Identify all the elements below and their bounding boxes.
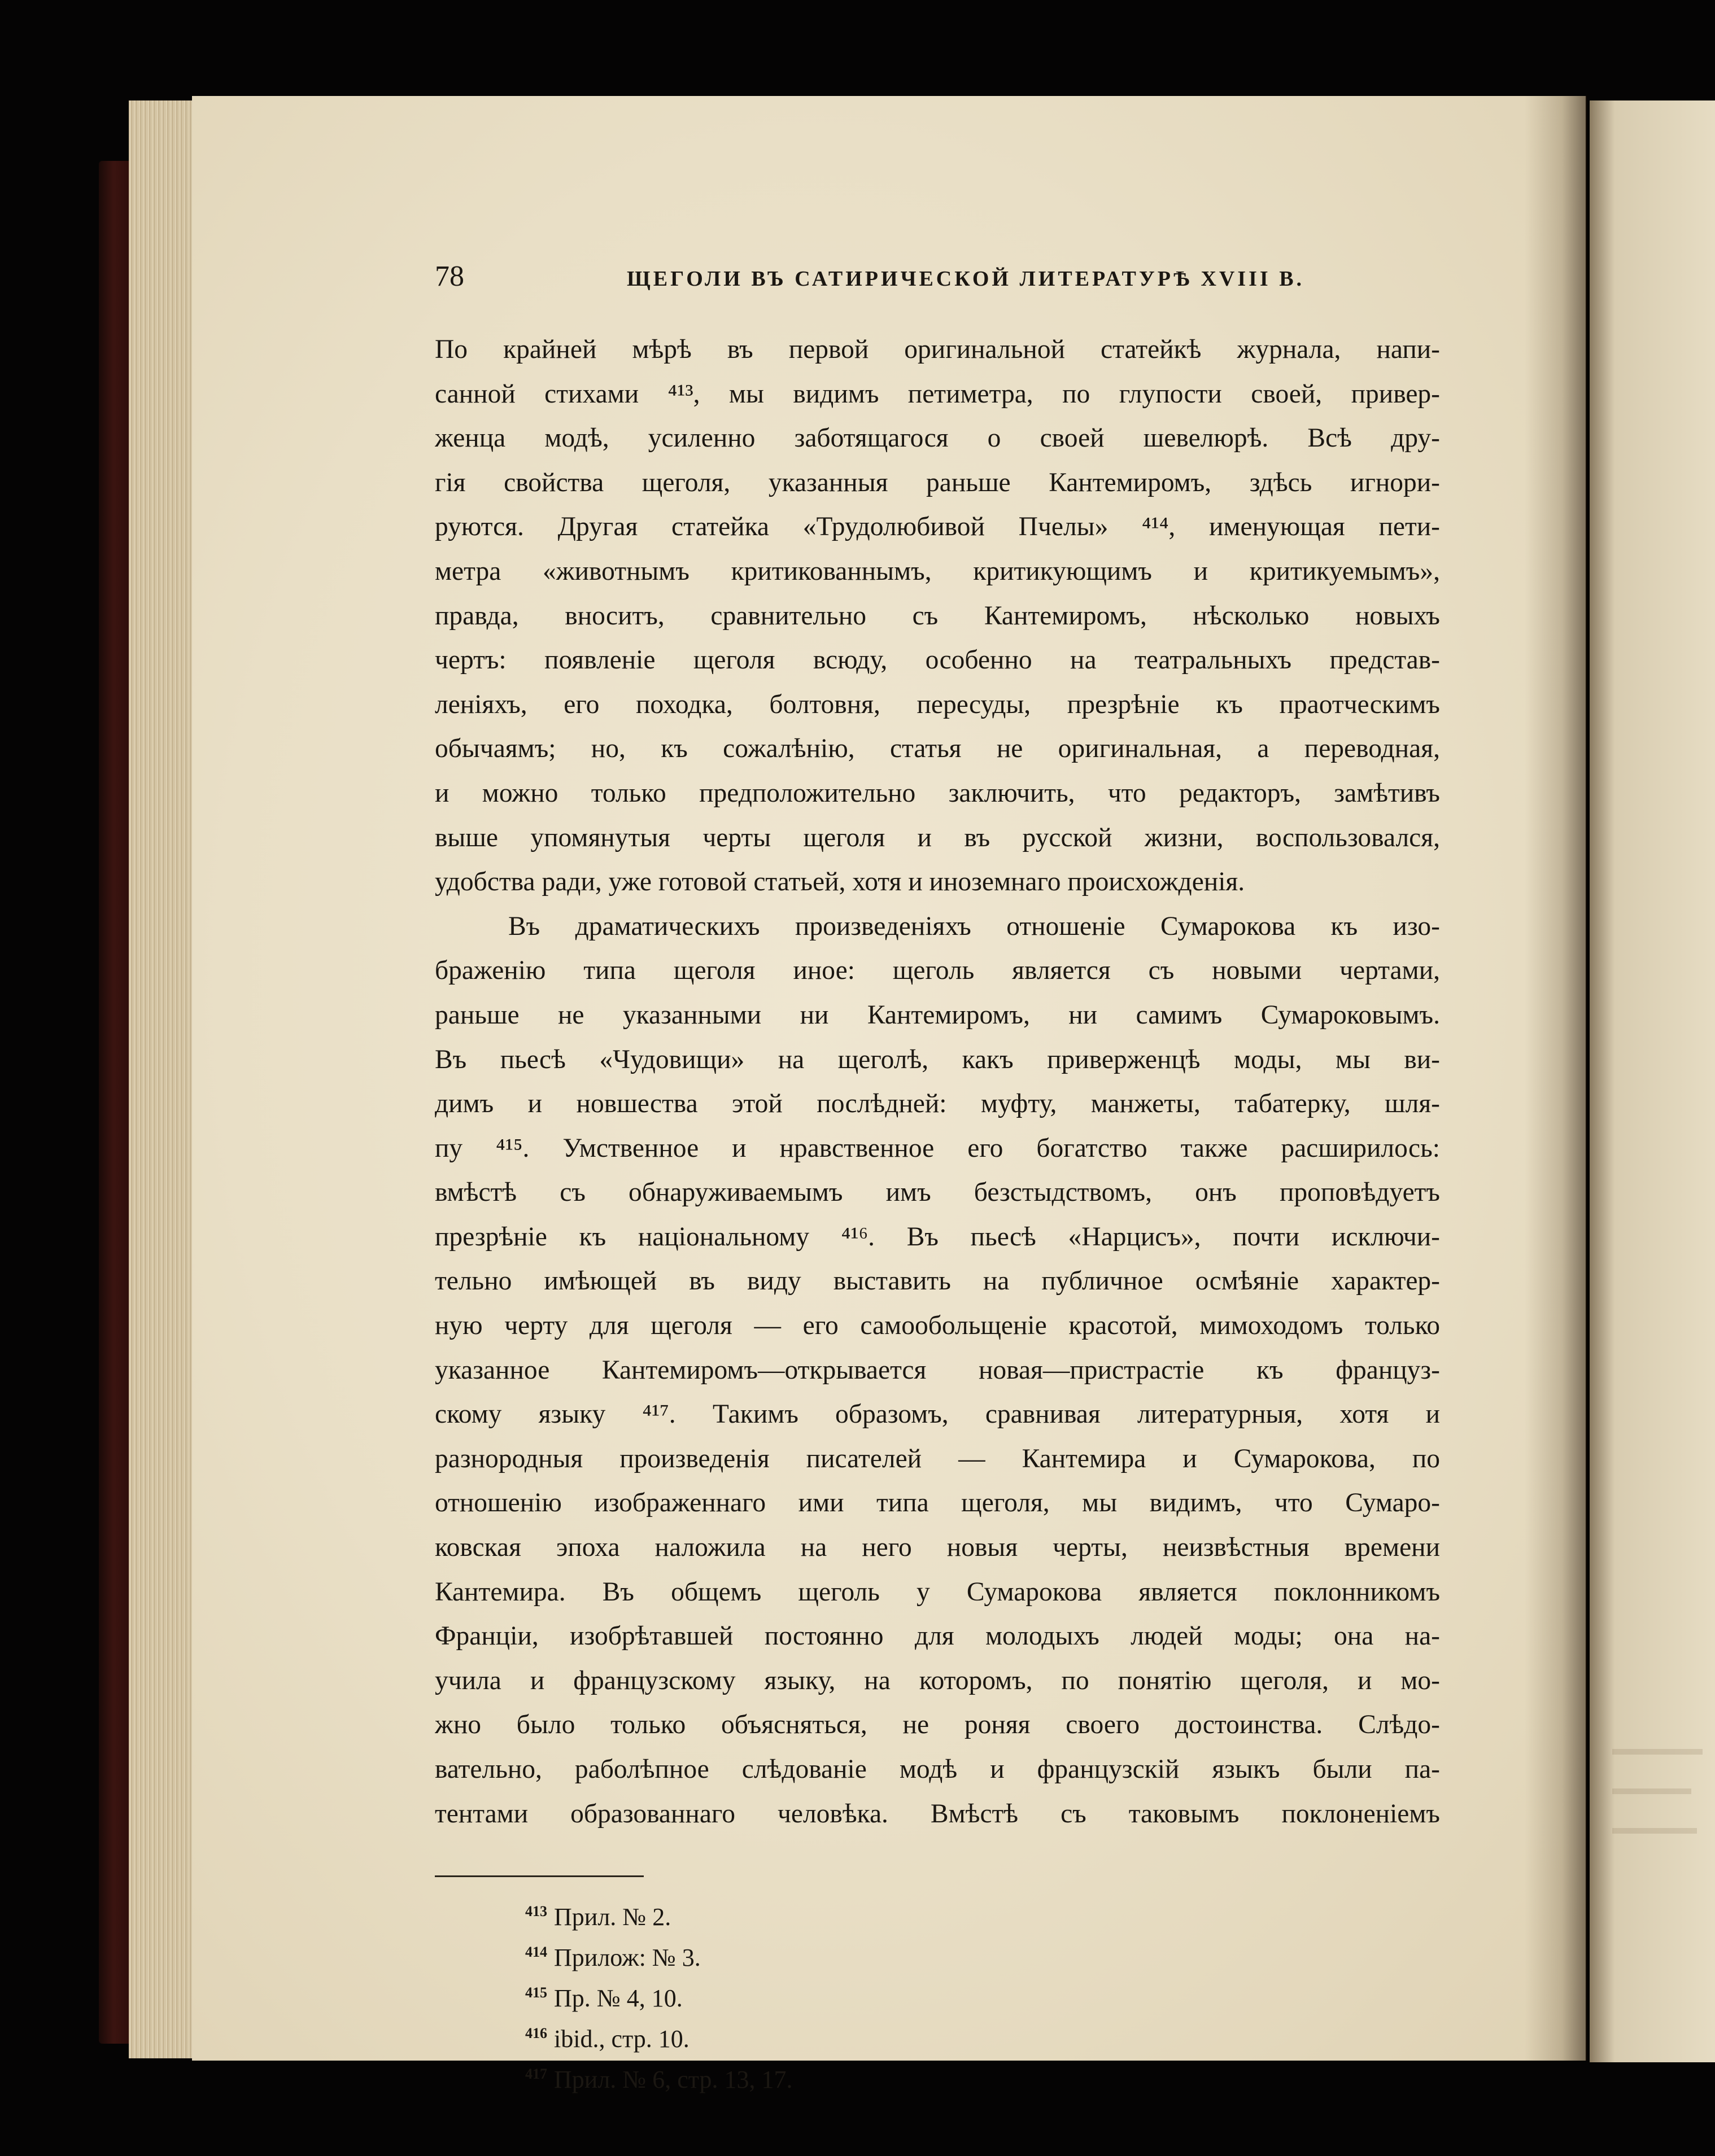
paragraph: [435, 904, 1440, 1836]
text-line: гія свойства щеголя, указанныя раньше Кантемиромъ, здѣсь игнори-: [435, 467, 1440, 497]
page-content: [435, 260, 1440, 2097]
text-line: Франціи, изобрѣтавшей постоянно для молодыхъ людей моды; она на-: [435, 1621, 1440, 1651]
text-line: ковская эпоха наложила на него новыя черты, неизвѣстныя времени: [435, 1533, 1440, 1563]
text-line: указанное Кантемиромъ—открывается новая—пристрастіе къ француз-: [435, 1355, 1440, 1385]
footnote: [525, 1935, 1440, 1975]
footnote-number: 413: [525, 1903, 547, 1920]
footnote-text: Прил. № 2.: [554, 1903, 671, 1931]
body-text: [435, 327, 1440, 1836]
paragraph: [435, 327, 1440, 904]
running-head: [435, 260, 1440, 299]
text-line: Въ драматическихъ произведеніяхъ отношеніе Сумарокова къ изо-: [508, 911, 1440, 941]
text-line: правда, вноситъ, сравнительно съ Кантемиромъ, нѣсколько новыхъ: [435, 601, 1440, 631]
page-edges: [129, 100, 197, 2058]
bleed-through-line: [1612, 1788, 1691, 1794]
footnote-number: 417: [525, 2066, 547, 2083]
text-line: ную черту для щеголя — его самообольщеніе красотой, мимоходомъ только: [435, 1311, 1440, 1341]
footnote-number: 416: [525, 2025, 547, 2042]
footnote-text: Прилож: № 3.: [554, 1944, 701, 1972]
footnote-number: 415: [525, 1984, 547, 2001]
running-title: ЩЕГОЛИ ВЪ САТИРИЧЕСКОЙ ЛИТЕРАТУРѢ XVIII В.: [627, 267, 1305, 291]
text-line: руются. Другая статейка «Трудолюбивой Пчелы» ⁴¹⁴, именующая пети-: [435, 512, 1440, 542]
text-line: учила и французскому языку, на которомъ, по понятію щеголя, и мо-: [435, 1665, 1440, 1695]
text-line: Кантемира. Въ общемъ щеголь у Сумарокова является поклонникомъ: [435, 1577, 1440, 1607]
footnote-divider: [435, 1875, 644, 1877]
text-line: Въ пьесѣ «Чудовищи» на щеголѣ, какъ приверженцѣ моды, мы ви-: [435, 1044, 1440, 1074]
text-line: и можно только предположительно заключить, что редакторъ, замѣтивъ: [435, 778, 1440, 808]
text-line: вательно, раболѣпное слѣдованіе модѣ и французскій языкъ были па-: [435, 1755, 1440, 1784]
footnote-text: ibid., стр. 10.: [554, 2025, 690, 2053]
text-line: жно было только объясняться, не роняя своего достоинства. Слѣдо-: [435, 1710, 1440, 1740]
text-line: вмѣстѣ съ обнаруживаемымъ имъ безстыдствомъ, онъ проповѣдуетъ: [435, 1178, 1440, 1208]
bleed-through-line: [1612, 1749, 1703, 1755]
footnote-number: 414: [525, 1944, 547, 1961]
text-line: разнородныя произведенія писателей — Кантемира и Сумарокова, по: [435, 1444, 1440, 1473]
gutter-shadow: [1525, 96, 1587, 2061]
text-line: отношенію изображеннаго ими типа щеголя, мы видимъ, что Сумаро-: [435, 1488, 1440, 1518]
text-line: женца модѣ, усиленно заботящагося о своей шевелюрѣ. Всѣ дру-: [435, 423, 1440, 453]
text-line: метра «животнымъ критикованнымъ, критикующимъ и критикуемымъ»,: [435, 556, 1440, 586]
facing-page-edge: [1590, 100, 1715, 2062]
text-line: удобства ради, уже готовой статьей, хотя и иноземнаго происхожденія.: [435, 867, 1245, 897]
text-line: скому языку ⁴¹⁷. Такимъ образомъ, сравнивая литературныя, хотя и: [435, 1400, 1440, 1429]
text-line: По крайней мѣрѣ въ первой оригинальной статейкѣ журнала, напи-: [435, 335, 1440, 364]
text-line: раньше не указанными ни Кантемиромъ, ни самимъ Сумароковымъ.: [435, 1000, 1440, 1030]
footnote: [525, 2016, 1440, 2057]
text-line: обычаямъ; но, къ сожалѣнію, статья не оригинальная, а переводная,: [435, 734, 1440, 764]
text-line: леніяхъ, его походка, болтовня, пересуды, презрѣніе къ праотческимъ: [435, 689, 1440, 719]
text-line: выше упомянутыя черты щеголя и въ русской жизни, воспользовался,: [435, 823, 1440, 852]
footnote-text: Пр. № 4, 10.: [554, 1984, 683, 2013]
text-line: чертъ: появленіе щеголя всюду, особенно на театральныхъ представ-: [435, 645, 1440, 675]
footnote: [525, 1975, 1440, 2016]
footnote-text: Прил. № 6, стр. 13, 17.: [554, 2066, 793, 2094]
text-line: презрѣніе къ національному ⁴¹⁶. Въ пьесѣ «Нарцисъ», почти исключи-: [435, 1222, 1440, 1252]
text-line: санной стихами ⁴¹³, мы видимъ петиметра, по глупости своей, привер-: [435, 379, 1440, 409]
text-line: пу ⁴¹⁵. Умственное и нравственное его богатство также расширилось:: [435, 1133, 1440, 1163]
footnotes: [435, 1894, 1440, 2097]
page-number: 78: [435, 260, 464, 292]
text-line: браженію типа щеголя иное: щеголь является съ новыми чертами,: [435, 956, 1440, 986]
footnote: [525, 2057, 1440, 2097]
text-line: тельно имѣющей въ виду выставить на публичное осмѣяніе характер-: [435, 1266, 1440, 1296]
text-line: тентами образованнаго человѣка. Вмѣстѣ съ таковымъ поклоненіемъ: [435, 1799, 1440, 1829]
bleed-through-line: [1612, 1828, 1697, 1834]
text-line: димъ и новшества этой послѣдней: муфту, манжеты, табатерку, шля-: [435, 1089, 1440, 1119]
footnote: [525, 1894, 1440, 1935]
